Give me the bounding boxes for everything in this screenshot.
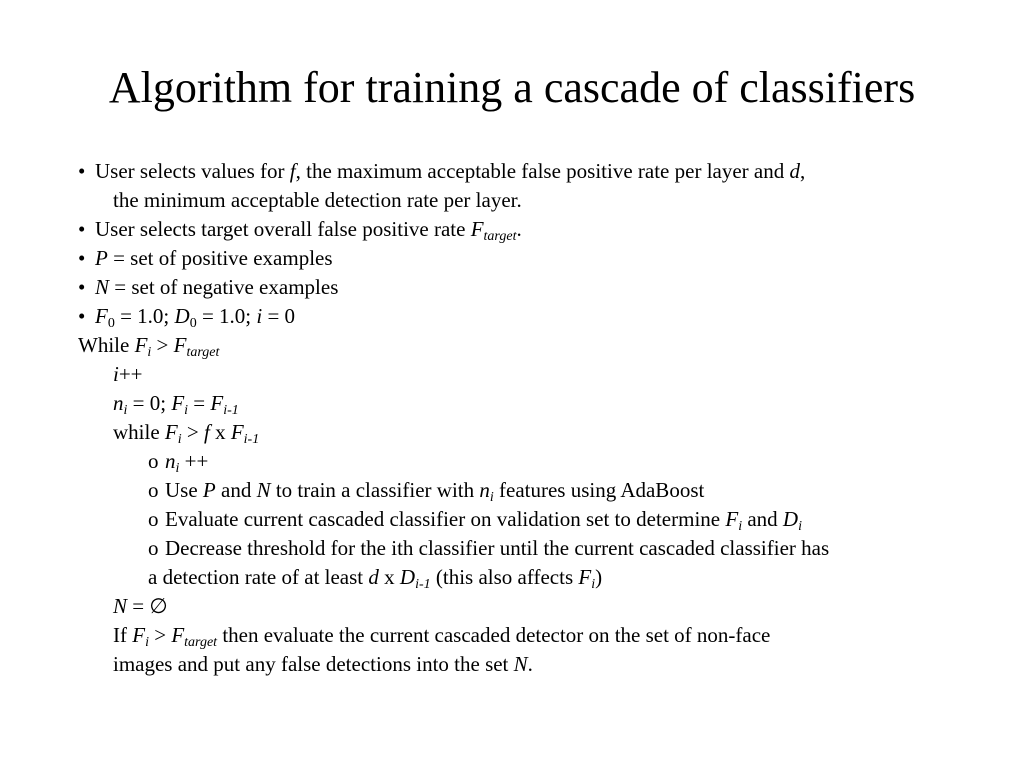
init-line: $n_i = 0$; $F_i = F_{i-1}$ [113,391,239,418]
sub-item-3: o Evaluate current cascaded classifier on validation set to determine $F_i$ and $D_i$ [148,507,802,534]
circle-bullet-icon: o [148,478,159,502]
sub-item-4: o Decrease threshold for the ith classifier until the current cascaded classifier has [78,534,958,563]
if-line-continuation: images and put any false detections into the set N. [113,652,533,676]
circle-bullet-icon: o [148,507,159,531]
bullet-line-1: • User selects values for f, the maximum acceptable false positive rate per layer and d, [78,157,958,186]
sub-item-2: o Use P and N to train a classifier with $n_i$ features using AdaBoost [148,478,705,505]
bullet-icon: • [78,275,86,299]
bullet-line-4: • N = set of negative examples [78,273,958,302]
while-inner-line: while $F_i > f$ x $F_{i-1}$ [113,420,260,447]
bullet-icon: • [78,304,86,328]
circle-bullet-icon: o [148,536,159,560]
bullet-line-2: • User selects target overall false positive rate $F_{target}$. [78,217,522,244]
while-outer-line: While $F_i > F_{target}$ [78,333,220,360]
if-line: If $F_i > F_{target}$ then evaluate the current cascaded detector on the set of non-face [113,623,771,650]
bullet-icon: • [78,159,86,183]
circle-bullet-icon: o [148,449,159,473]
reset-negatives-line: N = ∅ [113,594,168,618]
bullet-line-1-continuation: the minimum acceptable detection rate per layer. [113,188,522,212]
empty-set-icon: ∅ [149,594,168,618]
bullet-icon: • [78,246,86,270]
sub-item-1: o $n_i$ ++ [148,449,209,476]
slide-body [78,157,958,679]
increment-line: i++ [113,362,143,386]
slide-title: Algorithm for training a cascade of classifiers [108,63,916,112]
sub-item-4-continuation: a detection rate of at least d x $D_{i-1}$ (this also affects $F_i$) [148,565,603,592]
bullet-line-3: • P = set of positive examples [78,244,958,273]
bullet-icon: • [78,217,86,241]
bullet-line-5: • $F_0 = 1.0$; $D_0 = 1.0$; i = 0 [78,304,296,331]
